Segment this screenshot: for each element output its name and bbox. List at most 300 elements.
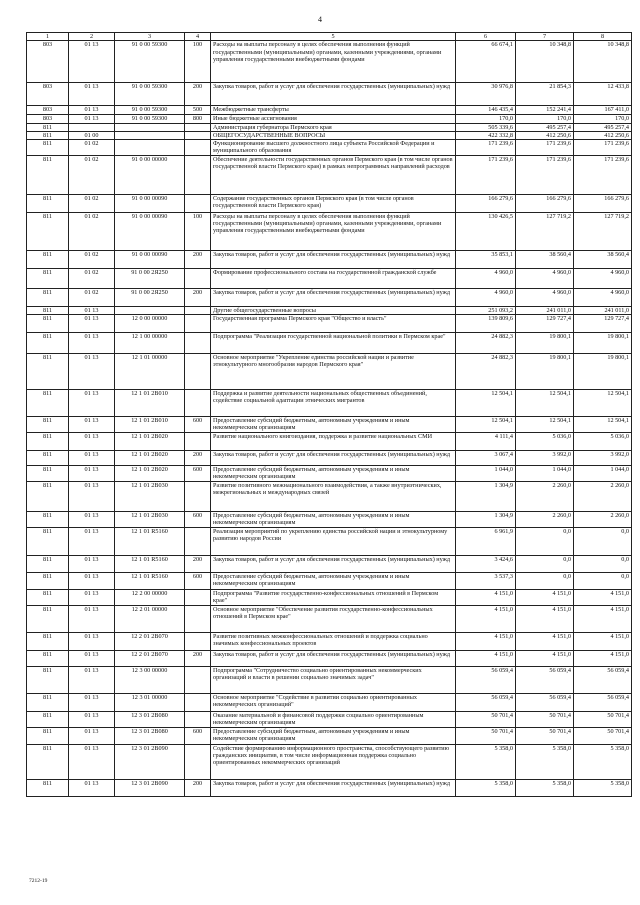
section-code-cell: 01 13 [69,41,115,83]
expense-type-cell [185,693,211,711]
amount-year2-cell: 495 257,4 [516,123,574,131]
expense-type-cell: 200 [185,450,211,465]
amount-year3-cell: 0,0 [574,555,632,572]
section-code-cell: 01 13 [69,511,115,527]
amount-year3-cell: 2 260,0 [574,481,632,511]
amount-year3-cell: 5 036,0 [574,432,632,450]
amount-year3-cell: 50 701,4 [574,711,632,727]
table-row [27,354,632,390]
description-cell: Закупка товаров, работ и услуг для обеспечения государственных (муниципальных) нужд [211,779,456,796]
ministry-code-cell: 811 [27,268,69,288]
description-cell: Иные бюджетные ассигнования [211,115,456,123]
amount-year2-cell: 50 701,4 [516,727,574,744]
ministry-code-cell: 811 [27,194,69,212]
amount-year2-cell: 0,0 [516,527,574,555]
ministry-code-cell: 811 [27,744,69,779]
amount-year3-cell: 171 239,6 [574,155,632,194]
amount-year2-cell: 19 800,1 [516,354,574,390]
expense-type-cell: 200 [185,288,211,306]
amount-year3-cell: 3 992,0 [574,450,632,465]
page-number: 4 [318,15,322,24]
amount-year3-cell: 5 358,0 [574,744,632,779]
target-item-cell [115,123,185,131]
budget-table [26,32,632,797]
amount-year3-cell: 5 358,0 [574,779,632,796]
table-row [27,744,632,779]
section-code-cell: 01 02 [69,288,115,306]
table-row [27,650,632,666]
column-header: 3 [115,33,185,41]
description-cell: Предоставление субсидий бюджетным, автономным учреждениям и иным некоммерческим организациям [211,572,456,589]
section-code-cell: 01 00 [69,131,115,139]
expense-type-cell: 200 [185,555,211,572]
amount-year1-cell: 35 853,1 [456,250,516,268]
table-row [27,572,632,589]
target-item-cell: 12 1 01 R5160 [115,555,185,572]
description-cell: Предоставление субсидий бюджетным, автономным учреждениям и иным некоммерческим организациям [211,511,456,527]
target-item-cell: 12 1 01 R5160 [115,527,185,555]
amount-year3-cell: 19 800,1 [574,354,632,390]
table-row [27,432,632,450]
amount-year1-cell: 146 435,4 [456,106,516,115]
description-cell: Межбюджетные трансферты [211,106,456,115]
amount-year3-cell: 50 701,4 [574,727,632,744]
expense-type-cell: 500 [185,106,211,115]
expense-type-cell [185,333,211,354]
section-code-cell: 01 13 [69,417,115,433]
amount-year2-cell: 412 250,6 [516,131,574,139]
table-row [27,268,632,288]
amount-year1-cell: 56 059,4 [456,666,516,693]
section-code-cell: 01 13 [69,306,115,314]
expense-type-cell: 200 [185,250,211,268]
amount-year1-cell: 24 882,3 [456,354,516,390]
description-cell: Функционирование высшего должностного лица субъекта Российской Федерации и муниципального образования [211,140,456,156]
amount-year2-cell: 21 854,3 [516,83,574,106]
expense-type-cell [185,711,211,727]
amount-year1-cell: 3 537,3 [456,572,516,589]
table-row [27,693,632,711]
ministry-code-cell: 811 [27,555,69,572]
amount-year1-cell: 50 701,4 [456,727,516,744]
amount-year2-cell: 152 241,4 [516,106,574,115]
description-cell: Оказание материальной и финансовой поддержки социально ориентированным некоммерческим организациям [211,711,456,727]
expense-type-cell [185,527,211,555]
table-row [27,632,632,650]
expense-type-cell: 800 [185,115,211,123]
ministry-code-cell: 811 [27,212,69,250]
target-item-cell: 91 0 00 59300 [115,83,185,106]
table-row [27,527,632,555]
amount-year1-cell: 50 701,4 [456,711,516,727]
amount-year3-cell: 170,0 [574,115,632,123]
table-row [27,155,632,194]
ministry-code-cell: 811 [27,511,69,527]
description-cell: Закупка товаров, работ и услуг для обеспечения государственных (муниципальных) нужд [211,83,456,106]
section-code-cell: 01 13 [69,555,115,572]
target-item-cell: 91 0 00 00000 [115,155,185,194]
amount-year1-cell: 139 809,6 [456,315,516,333]
amount-year3-cell: 1 044,0 [574,465,632,481]
ministry-code-cell: 811 [27,465,69,481]
amount-year1-cell: 130 426,5 [456,212,516,250]
table-row [27,41,632,83]
expense-type-cell: 600 [185,572,211,589]
table-row [27,481,632,511]
description-cell: Государственная программа Пермского края "Общество и власть" [211,315,456,333]
target-item-cell: 12 1 01 R5160 [115,572,185,589]
description-cell: Содействие формированию информационного пространства, способствующего развитию гражданских инициатив, в том числе информационная поддержка социально ориентированных некоммерческих организаций [211,744,456,779]
description-cell: Подпрограмма "Развитие государственно-конфессиональных отношений в Пермском крае" [211,589,456,605]
description-cell: Развитие позитивного межнационального взаимодействия, а также внутриэтнических, межрегиональных и международных связей [211,481,456,511]
amount-year1-cell: 1 304,9 [456,511,516,527]
amount-year3-cell: 2 260,0 [574,511,632,527]
amount-year1-cell: 12 504,1 [456,390,516,417]
section-code-cell: 01 13 [69,333,115,354]
amount-year3-cell: 19 800,1 [574,333,632,354]
amount-year2-cell: 127 719,2 [516,212,574,250]
target-item-cell: 12 3 01 00000 [115,693,185,711]
amount-year2-cell: 4 151,0 [516,650,574,666]
target-item-cell: 91 0 00 59300 [115,115,185,123]
ministry-code-cell: 811 [27,140,69,156]
amount-year2-cell: 5 358,0 [516,744,574,779]
table-row [27,306,632,314]
section-code-cell: 01 13 [69,354,115,390]
section-code-cell: 01 13 [69,450,115,465]
description-cell: Основное мероприятие "Укрепление единства российской нации и развитие этнокультурного многообразия народов Пермского края" [211,354,456,390]
description-cell: Закупка товаров, работ и услуг для обеспечения государственных (муниципальных) нужд [211,650,456,666]
table-row [27,450,632,465]
target-item-cell: 12 1 01 2В020 [115,465,185,481]
amount-year1-cell: 66 674,1 [456,41,516,83]
target-item-cell: 12 0 00 00000 [115,315,185,333]
expense-type-cell [185,140,211,156]
amount-year3-cell: 495 257,4 [574,123,632,131]
target-item-cell: 12 2 01 2В070 [115,650,185,666]
target-item-cell: 91 0 00 00090 [115,194,185,212]
amount-year3-cell: 241 011,0 [574,306,632,314]
amount-year2-cell: 5 036,0 [516,432,574,450]
ministry-code-cell: 811 [27,390,69,417]
table-header-row [27,33,632,41]
ministry-code-cell: 811 [27,306,69,314]
target-item-cell: 12 3 01 2В080 [115,711,185,727]
description-cell: Администрация губернатора Пермского края [211,123,456,131]
description-cell: Предоставление субсидий бюджетным, автономным учреждениям и иным некоммерческим организациям [211,465,456,481]
table-row [27,390,632,417]
expense-type-cell [185,123,211,131]
amount-year3-cell: 4 151,0 [574,632,632,650]
ministry-code-cell: 811 [27,693,69,711]
amount-year2-cell: 166 279,6 [516,194,574,212]
table-row [27,288,632,306]
ministry-code-cell: 811 [27,131,69,139]
table-row [27,555,632,572]
amount-year1-cell: 166 279,6 [456,194,516,212]
section-code-cell: 01 13 [69,572,115,589]
amount-year1-cell: 171 239,6 [456,140,516,156]
amount-year1-cell: 251 093,2 [456,306,516,314]
amount-year3-cell: 4 960,0 [574,288,632,306]
ministry-code-cell: 811 [27,450,69,465]
section-code-cell [69,123,115,131]
amount-year3-cell: 167 411,0 [574,106,632,115]
amount-year2-cell: 0,0 [516,572,574,589]
description-cell: Предоставление субсидий бюджетным, автономным учреждениям и иным некоммерческим организациям [211,417,456,433]
amount-year3-cell: 0,0 [574,527,632,555]
amount-year1-cell: 12 504,1 [456,417,516,433]
target-item-cell: 12 1 01 2В010 [115,417,185,433]
amount-year3-cell: 166 279,6 [574,194,632,212]
target-item-cell: 12 1 01 2В020 [115,450,185,465]
amount-year2-cell: 38 560,4 [516,250,574,268]
description-cell: Закупка товаров, работ и услуг для обеспечения государственных (муниципальных) нужд [211,250,456,268]
description-cell: Подпрограмма "Реализация государственной национальной политики в Пермском крае" [211,333,456,354]
amount-year3-cell: 56 059,4 [574,693,632,711]
section-code-cell: 01 13 [69,632,115,650]
target-item-cell: 91 0 00 2Я250 [115,288,185,306]
table-row [27,589,632,605]
section-code-cell: 01 13 [69,693,115,711]
amount-year3-cell: 12 504,1 [574,390,632,417]
column-header: 4 [185,33,211,41]
amount-year1-cell: 4 151,0 [456,632,516,650]
ministry-code-cell: 811 [27,288,69,306]
ministry-code-cell: 811 [27,432,69,450]
amount-year1-cell: 6 961,9 [456,527,516,555]
amount-year2-cell: 19 800,1 [516,333,574,354]
section-code-cell: 01 13 [69,650,115,666]
ministry-code-cell: 811 [27,417,69,433]
expense-type-cell: 100 [185,41,211,83]
amount-year2-cell: 12 504,1 [516,417,574,433]
section-code-cell: 01 13 [69,711,115,727]
table-row [27,106,632,115]
section-code-cell: 01 13 [69,115,115,123]
amount-year2-cell: 56 059,4 [516,693,574,711]
ministry-code-cell: 811 [27,481,69,511]
amount-year2-cell: 5 358,0 [516,779,574,796]
expense-type-cell [185,589,211,605]
amount-year3-cell: 38 560,4 [574,250,632,268]
description-cell: Содержание государственных органов Пермского края (в том числе органов государственной власти Пермского края) [211,194,456,212]
amount-year2-cell: 10 348,8 [516,41,574,83]
expense-type-cell: 600 [185,465,211,481]
description-cell: Закупка товаров, работ и услуг для обеспечения государственных (муниципальных) нужд [211,555,456,572]
target-item-cell: 91 0 00 00090 [115,250,185,268]
description-cell: ОБЩЕГОСУДАРСТВЕННЫЕ ВОПРОСЫ [211,131,456,139]
amount-year3-cell: 4 151,0 [574,589,632,605]
expense-type-cell [185,390,211,417]
amount-year2-cell: 171 239,6 [516,140,574,156]
target-item-cell: 12 1 01 2В020 [115,432,185,450]
expense-type-cell [185,268,211,288]
amount-year3-cell: 12 433,8 [574,83,632,106]
target-item-cell: 12 2 01 00000 [115,605,185,632]
column-header: 6 [456,33,516,41]
amount-year1-cell: 3 067,4 [456,450,516,465]
expense-type-cell [185,632,211,650]
ministry-code-cell: 811 [27,779,69,796]
expense-type-cell [185,155,211,194]
expense-type-cell [185,744,211,779]
amount-year3-cell: 4 960,0 [574,268,632,288]
target-item-cell: 12 3 01 2В090 [115,779,185,796]
amount-year3-cell: 12 504,1 [574,417,632,433]
amount-year2-cell: 170,0 [516,115,574,123]
amount-year3-cell: 412 250,6 [574,131,632,139]
amount-year1-cell: 1 044,0 [456,465,516,481]
table-row [27,115,632,123]
table-row [27,140,632,156]
target-item-cell: 12 2 00 00000 [115,589,185,605]
amount-year1-cell: 422 332,8 [456,131,516,139]
section-code-cell: 01 13 [69,390,115,417]
amount-year3-cell: 56 059,4 [574,666,632,693]
description-cell: Поддержка и развитие деятельности национальных общественных объединений, содействие социальной адаптации этнических мигрантов [211,390,456,417]
table-body [27,41,632,796]
amount-year1-cell: 4 111,4 [456,432,516,450]
ministry-code-cell: 811 [27,711,69,727]
amount-year1-cell: 30 976,8 [456,83,516,106]
target-item-cell: 91 0 00 59300 [115,106,185,115]
target-item-cell: 12 1 01 00000 [115,354,185,390]
target-item-cell [115,306,185,314]
column-header: 2 [69,33,115,41]
column-header: 7 [516,33,574,41]
amount-year2-cell: 4 151,0 [516,605,574,632]
description-cell: Формирование профессионального состава на государственной гражданской службе [211,268,456,288]
section-code-cell: 01 02 [69,155,115,194]
expense-type-cell [185,605,211,632]
column-header: 5 [211,33,456,41]
target-item-cell [115,131,185,139]
target-item-cell: 12 1 01 2В030 [115,511,185,527]
section-code-cell: 01 13 [69,432,115,450]
amount-year1-cell: 170,0 [456,115,516,123]
amount-year1-cell: 1 304,9 [456,481,516,511]
section-code-cell: 01 13 [69,83,115,106]
expense-type-cell [185,131,211,139]
ministry-code-cell: 803 [27,106,69,115]
amount-year2-cell: 241 011,0 [516,306,574,314]
amount-year3-cell: 129 727,4 [574,315,632,333]
ministry-code-cell: 811 [27,666,69,693]
table-row [27,605,632,632]
amount-year3-cell: 4 151,0 [574,605,632,632]
ministry-code-cell: 811 [27,354,69,390]
description-cell: Расходы на выплаты персоналу в целях обеспечения выполнения функций государственными (муниципальными) органами, казенными учреждениями, органами управления государственными внебюджетными фондами [211,41,456,83]
section-code-cell: 01 02 [69,212,115,250]
expense-type-cell: 200 [185,779,211,796]
amount-year2-cell: 1 044,0 [516,465,574,481]
amount-year1-cell: 4 151,0 [456,605,516,632]
target-item-cell: 12 3 00 00000 [115,666,185,693]
description-cell: Развитие национального книгоиздания, поддержка и развитие национальных СМИ [211,432,456,450]
amount-year1-cell: 56 059,4 [456,693,516,711]
amount-year3-cell: 0,0 [574,572,632,589]
section-code-cell: 01 13 [69,779,115,796]
description-cell: Предоставление субсидий бюджетным, автономным учреждениям и иным некоммерческим организациям [211,727,456,744]
target-item-cell: 12 2 01 2В070 [115,632,185,650]
ministry-code-cell: 811 [27,572,69,589]
amount-year2-cell: 171 239,6 [516,155,574,194]
amount-year3-cell: 127 719,2 [574,212,632,250]
table-row [27,212,632,250]
amount-year3-cell: 4 151,0 [574,650,632,666]
expense-type-cell [185,315,211,333]
amount-year1-cell: 4 960,0 [456,268,516,288]
amount-year2-cell: 129 727,4 [516,315,574,333]
ministry-code-cell: 803 [27,115,69,123]
description-cell: Подпрограмма "Сотрудничество социально ориентированных некоммерческих организаций и власти в решении социально значимых задач" [211,666,456,693]
section-code-cell: 01 13 [69,605,115,632]
amount-year2-cell: 12 504,1 [516,390,574,417]
section-code-cell: 01 02 [69,268,115,288]
target-item-cell: 12 1 00 00000 [115,333,185,354]
table-row [27,123,632,131]
expense-type-cell: 600 [185,511,211,527]
expense-type-cell [185,354,211,390]
expense-type-cell: 200 [185,83,211,106]
expense-type-cell: 600 [185,417,211,433]
ministry-code-cell: 811 [27,650,69,666]
ministry-code-cell: 811 [27,527,69,555]
expense-type-cell [185,666,211,693]
ministry-code-cell: 811 [27,727,69,744]
description-cell: Обеспечение деятельности государственных органов Пермского края (в том числе органов государственной власти Пермского края) в рамках непрограммных направлений расходов [211,155,456,194]
ministry-code-cell: 811 [27,250,69,268]
amount-year1-cell: 3 424,6 [456,555,516,572]
section-code-cell: 01 13 [69,465,115,481]
description-cell: Реализация мероприятий по укреплению единства российской нации и этнокультурному развитию народов России [211,527,456,555]
ministry-code-cell: 811 [27,315,69,333]
table-row [27,194,632,212]
table-row [27,711,632,727]
amount-year1-cell: 4 151,0 [456,650,516,666]
amount-year2-cell: 50 701,4 [516,711,574,727]
table-row [27,727,632,744]
description-cell: Расходы на выплаты персоналу в целях обеспечения выполнения функций государственными (муниципальными) органами, казенными учреждениями, органами управления государственными внебюджетными фондами [211,212,456,250]
column-header: 8 [574,33,632,41]
table-row [27,333,632,354]
expense-type-cell: 100 [185,212,211,250]
amount-year2-cell: 2 260,0 [516,511,574,527]
amount-year2-cell: 3 992,0 [516,450,574,465]
table-row [27,250,632,268]
amount-year1-cell: 4 151,0 [456,589,516,605]
amount-year1-cell: 5 358,0 [456,744,516,779]
expense-type-cell: 600 [185,727,211,744]
amount-year2-cell: 4 960,0 [516,288,574,306]
amount-year2-cell: 4 960,0 [516,268,574,288]
amount-year1-cell: 4 960,0 [456,288,516,306]
section-code-cell: 01 13 [69,527,115,555]
target-item-cell [115,140,185,156]
section-code-cell: 01 02 [69,194,115,212]
ministry-code-cell: 811 [27,155,69,194]
ministry-code-cell: 811 [27,333,69,354]
table-row [27,511,632,527]
amount-year2-cell: 4 151,0 [516,589,574,605]
target-item-cell: 12 1 01 2В030 [115,481,185,511]
ministry-code-cell: 811 [27,123,69,131]
ministry-code-cell: 803 [27,41,69,83]
description-cell: Закупка товаров, работ и услуг для обеспечения государственных (муниципальных) нужд [211,450,456,465]
table-row [27,83,632,106]
table-row [27,779,632,796]
